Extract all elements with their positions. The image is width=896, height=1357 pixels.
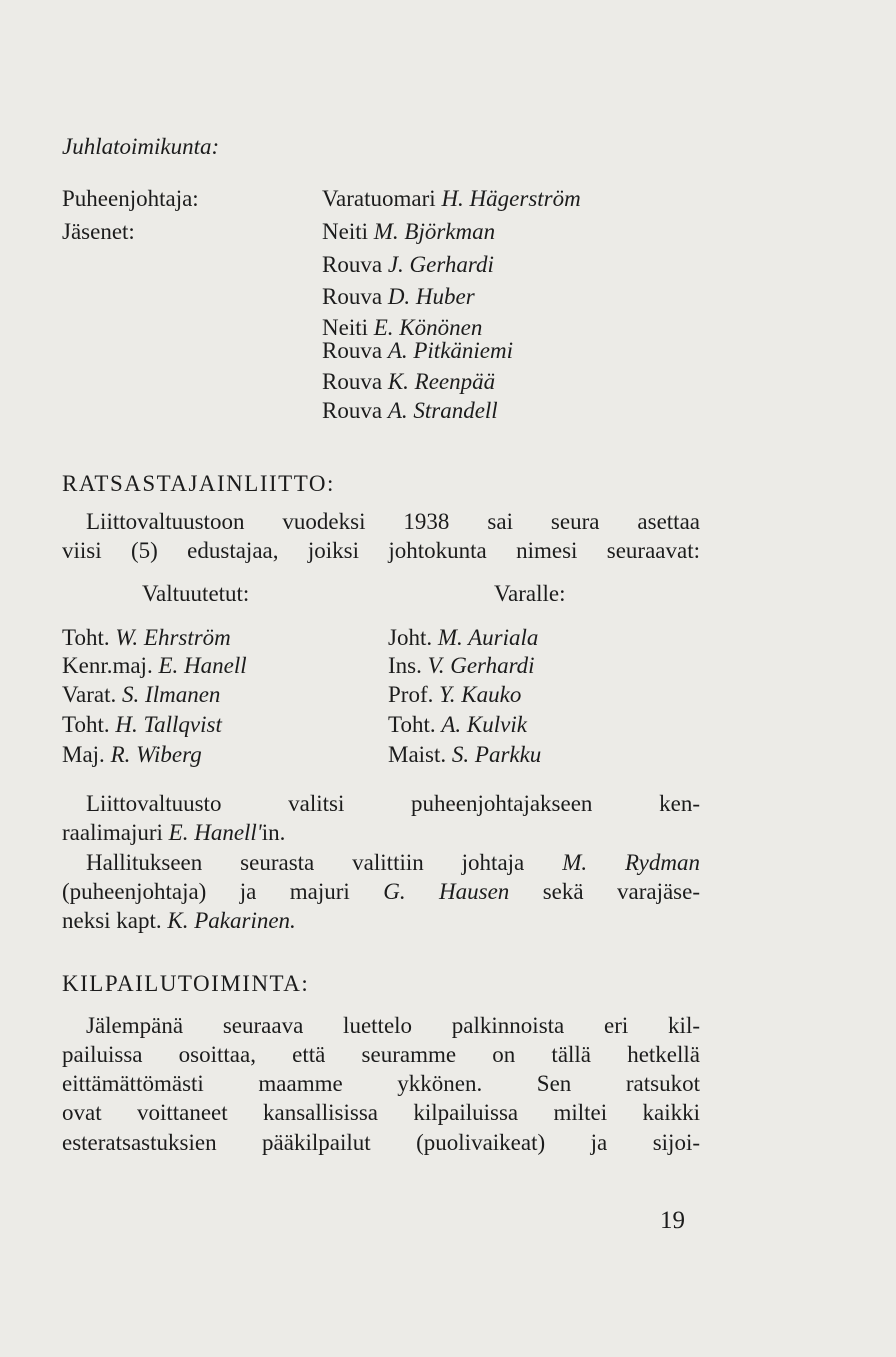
federation-para2-line2: (puheenjohtaja) ja majuri G. Hausen sekä varajäse- xyxy=(62,879,700,904)
alternates-header: Varalle: xyxy=(494,581,566,606)
chair-title: Varatuomari xyxy=(322,186,436,211)
delegate-item: Maj. R. Wiberg xyxy=(62,742,202,767)
alternate-item: Maist. S. Parkku xyxy=(388,742,542,767)
federation-para1-line2: raalimajuri E. Hanell'in. xyxy=(62,820,286,845)
member-item: Neiti E. Könönen xyxy=(322,315,483,340)
member-item: Rouva D. Huber xyxy=(322,284,475,309)
member-item: Rouva K. Reenpää xyxy=(322,369,496,394)
competition-line: Jälempänä seuraava luettelo palkinnoista eri kil- xyxy=(86,1013,700,1038)
competition-line: esteratsastuksien pääkilpailut (puolivaikeat) ja sijoi- xyxy=(62,1130,700,1155)
alternate-item: Ins. V. Gerhardi xyxy=(388,653,535,678)
chair-entry xyxy=(322,185,581,213)
alternate-item: Prof. Y. Kauko xyxy=(388,682,522,707)
delegate-item: Toht. H. Tallqvist xyxy=(62,712,222,737)
delegate-item: Toht. W. Ehrström xyxy=(62,625,231,650)
federation-para2-line3: neksi kapt. K. Pakarinen. xyxy=(62,908,296,933)
member-item: Rouva A. Strandell xyxy=(322,398,498,423)
page-number: 19 xyxy=(660,1207,685,1234)
competition-line: ovat voittaneet kansallisissa kilpailuissa miltei kaikki xyxy=(62,1100,700,1125)
member-item: Rouva A. Pitkäniemi xyxy=(322,338,513,363)
members-label: Jäsenet: xyxy=(62,219,135,244)
delegates-header: Valtuutetut: xyxy=(142,581,250,606)
competition-heading: KILPAILUTOIMINTA: xyxy=(62,971,310,996)
alternate-item: Joht. M. Auriala xyxy=(388,625,539,650)
chair-name: H. Hägerström xyxy=(441,186,581,211)
delegate-item: Varat. S. Ilmanen xyxy=(62,682,221,707)
competition-line: eittämättömästi maamme ykkönen. Sen ratsukot xyxy=(62,1071,700,1096)
chair-label: Puheenjohtaja: xyxy=(62,186,199,211)
federation-para2-line1: Hallitukseen seurasta valittiin johtaja M. Rydman xyxy=(86,850,700,875)
federation-intro-line: viisi (5) edustajaa, joiksi johtokunta nimesi seuraavat: xyxy=(62,538,700,563)
federation-intro-line: Liittovaltuustoon vuodeksi 1938 sai seura asettaa xyxy=(86,509,700,534)
alternate-item: Toht. A. Kulvik xyxy=(388,712,527,737)
member-item: Rouva J. Gerhardi xyxy=(322,252,494,277)
member-item: Neiti M. Björkman xyxy=(322,219,496,244)
committee-heading: Juhlatoimikunta: xyxy=(62,134,220,159)
federation-heading: RATSASTAJAINLIITTO: xyxy=(62,471,335,496)
delegate-item: Kenr.maj. E. Hanell xyxy=(62,653,247,678)
competition-line: pailuissa osoittaa, että seuramme on tällä hetkellä xyxy=(62,1042,700,1067)
federation-para1-line1: Liittovaltuusto valitsi puheenjohtajakseen ken- xyxy=(86,791,700,816)
